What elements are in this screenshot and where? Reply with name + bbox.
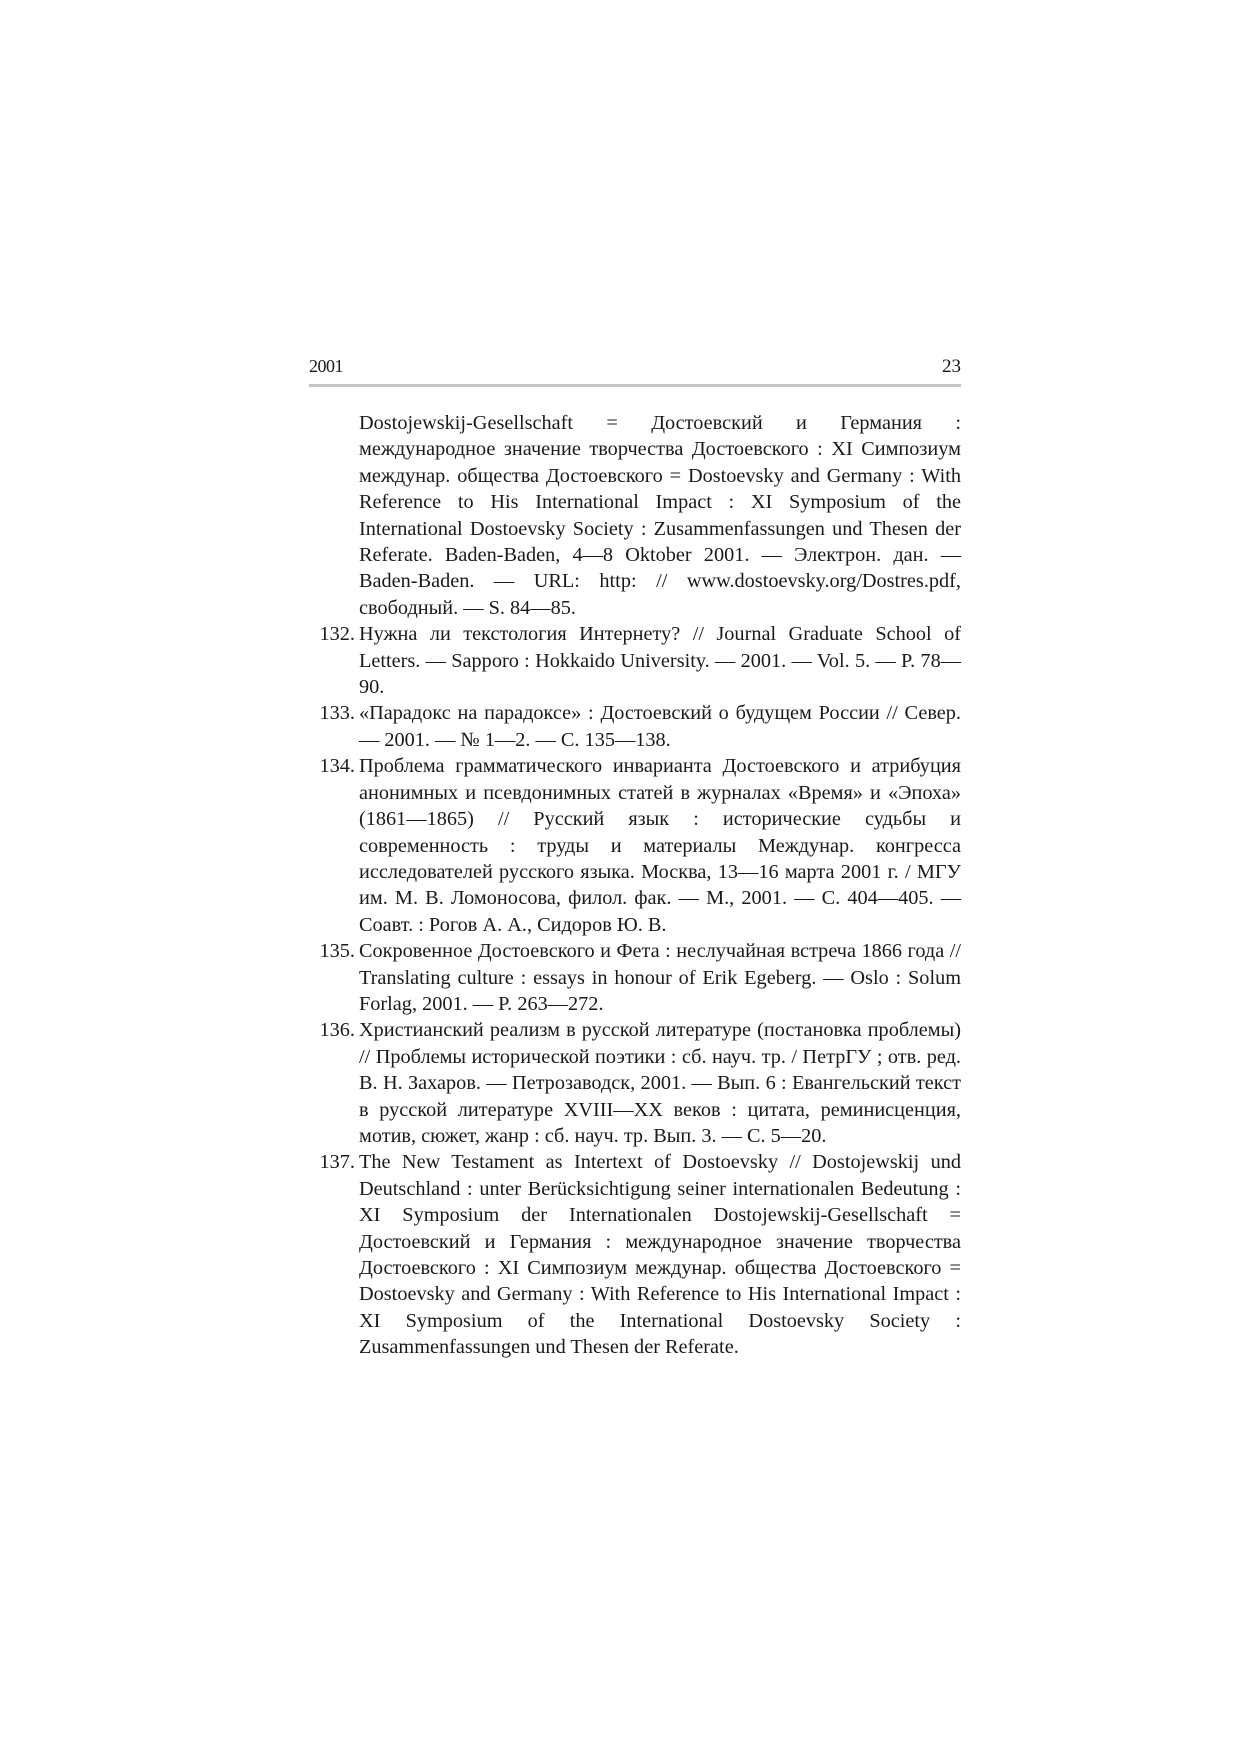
entry-text: Христианский реализм в русской литературе (постановка проблемы) // Проблемы исторической поэтики : сб. науч. тр. / ПетрГУ ; отв. ред. В. Н. Захаров. — Петрозаводск, 2001. — Вып. 6 : Евангельский текст в русской литературе XVIII—XX веков : цитата, реминисценция, мотив, сюжет, жанр : сб. науч. тр. Вып. 3. — С. 5—20.	[359, 1019, 961, 1147]
entry-text: Сокровенное Достоевского и Фета : неслучайная встреча 1866 года // Translating culture : essays in honour of Erik Egeberg. — Oslo : Solum Forlag, 2001. — P. 263—272.	[359, 940, 961, 1015]
entry-number: 135.	[319, 940, 355, 963]
entry-number: 132.	[319, 623, 355, 646]
bibliography-entry-133	[309, 700, 961, 753]
page-number: 23	[942, 356, 961, 377]
bibliography-entry-137	[309, 1149, 961, 1360]
bibliography-entry-132	[309, 621, 961, 700]
running-header-year: 2001	[309, 356, 343, 376]
entry-text: Нужна ли текстология Интернету? // Journal Graduate School of Letters. — Sapporo : Hokkaido University. — 2001. — Vol. 5. — P. 78—90.	[359, 623, 961, 699]
entry-number: 133.	[319, 702, 355, 725]
bibliography-entry-135	[309, 938, 961, 1017]
entry-number: 136.	[319, 1019, 355, 1042]
entry-text: Проблема грамматического инварианта Достоевского и атрибуция анонимных и псевдонимных статей в журналах «Время» и «Эпоха» (1861—1865) // Русский язык : исторические судьбы и современность : труды и материалы Междунар. конгресса исследователей русского языка. Москва, 13—16 марта 2001 г. / МГУ им. М. В. Ломоносова, филол. фак. — М., 2001. — С. 404—405. — Соавт. : Рогов А. А., Сидоров Ю. В.	[359, 755, 961, 936]
bibliography-entry-134	[309, 753, 961, 938]
bibliography-entry-continuation	[309, 410, 961, 621]
entry-text: «Парадокс на парадоксе» : Достоевский о будущем России // Север. — 2001. — № 1—2. — С. 135—138.	[359, 702, 961, 751]
entry-text: The New Testament as Intertext of Dostoevsky // Dostojewskij und Deutschland : unter Berücksichtigung seiner internationalen Bedeutung : XI Symposium der Internationalen Dostojewskij-Gesellschaft = Достоевский и Германия : международное значение творчества Достоевского : XI Симпозиум междунар. общества Достоевского = Dostoevsky and Germany : With Reference to His International Impact : XI Symposium of the International Dostoevsky Society : Zusammenfassungen und Thesen der Referate.	[359, 1151, 961, 1359]
running-header	[309, 352, 961, 387]
entry-text: Dostojewskij-Gesellschaft = Достоевский и Германия : международное значение творчества Достоевского : XI Симпозиум междунар. общества Достоевского = Dostoevsky and Germany : With Reference to His International Impact : XI Symposium of the International Dostoevsky Society : Zusammenfassungen und Thesen der Referate. Baden-Baden, 4—8 Oktober 2001. — Электрон. дан. — Baden-Baden. — URL: http: // www.dostoevsky.org/Dostres.pdf, свободный. — S. 84—85.	[359, 412, 961, 619]
entry-number: 134.	[319, 755, 355, 778]
bibliography-list	[309, 410, 961, 1361]
entry-number: 137.	[319, 1151, 355, 1174]
bibliography-entry-136	[309, 1017, 961, 1149]
